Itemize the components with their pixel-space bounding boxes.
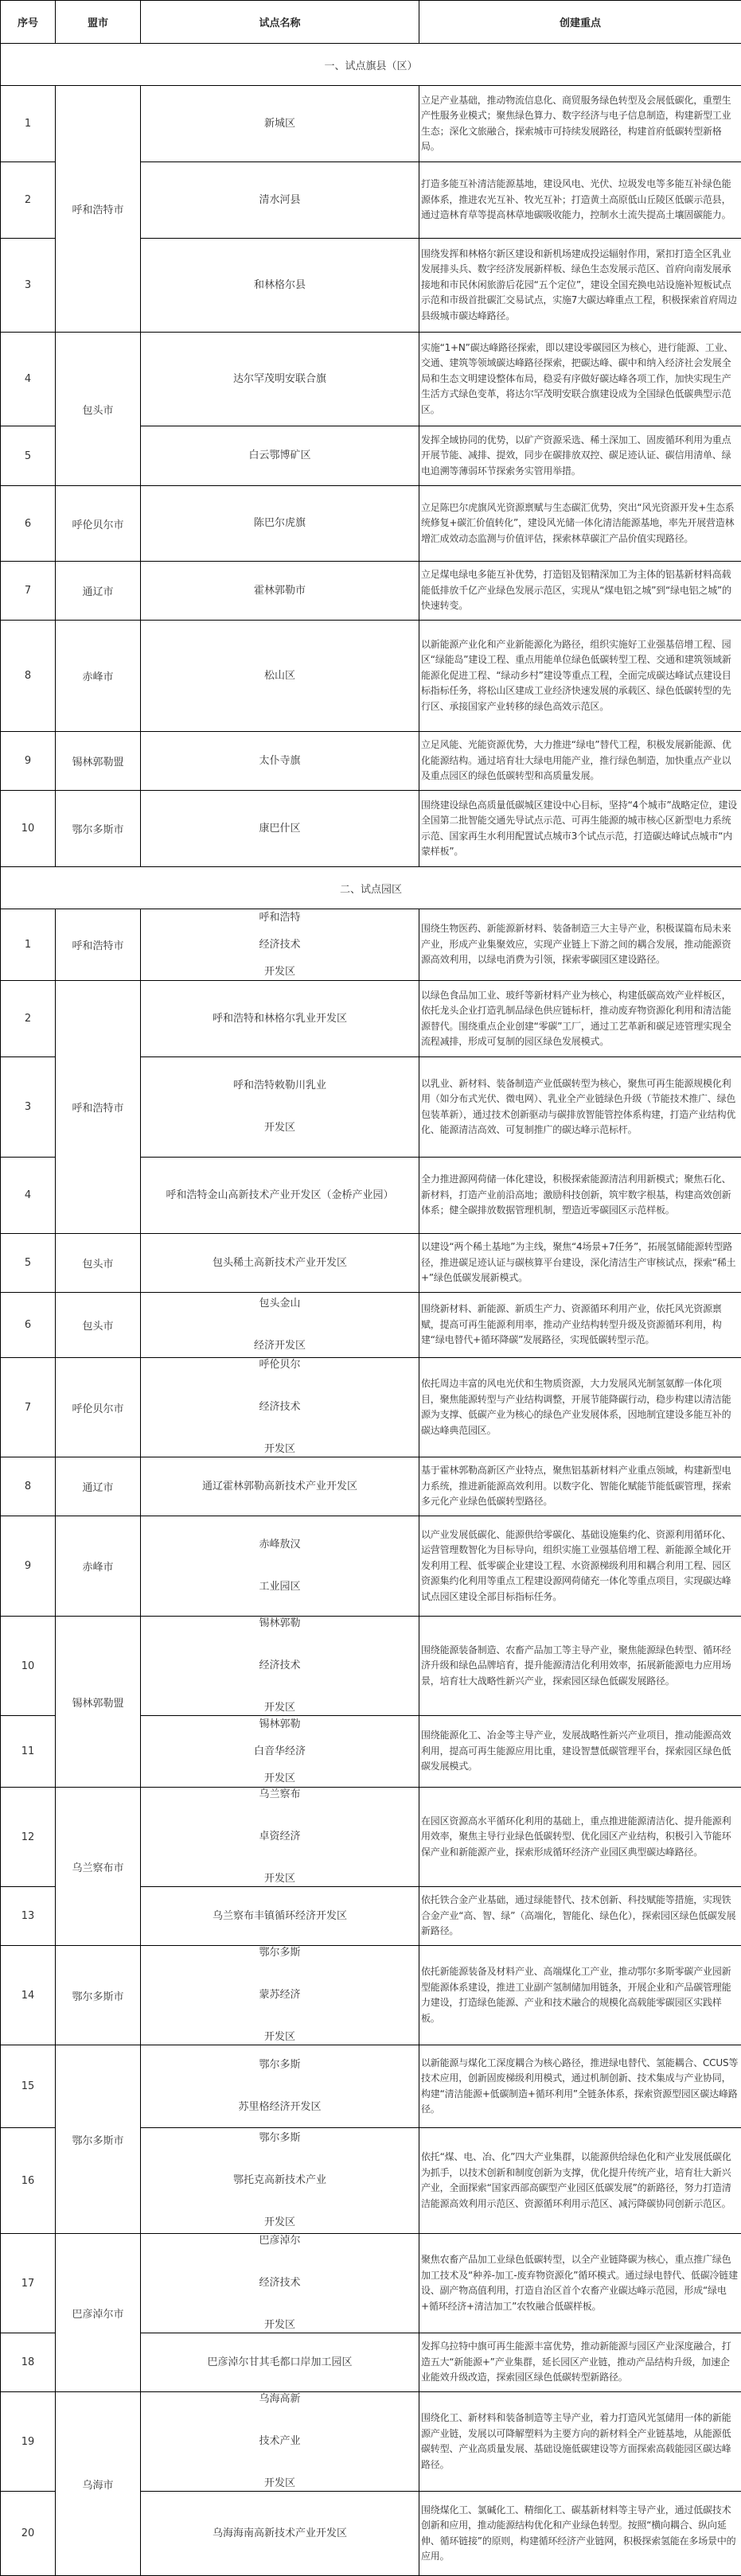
table-row	[1, 1293, 741, 1358]
pilot-name-line: 鄂尔多斯	[141, 2131, 419, 2146]
table-row	[1, 562, 741, 621]
pilot-name-line: 达尔罕茂明安联合旗	[141, 372, 419, 387]
row-seq: 2	[1, 981, 56, 1057]
pilot-name-line: 松山区	[141, 669, 419, 683]
row-city: 鄂尔多斯市	[56, 2045, 141, 2234]
row-city: 赤峰市	[56, 621, 141, 732]
row-pilot-name	[141, 426, 419, 486]
pilot-name-line: 白音华经济	[141, 1745, 419, 1759]
row-city: 鄂尔多斯市	[56, 791, 141, 867]
table-row	[1, 86, 741, 162]
row-seq: 3	[1, 1057, 56, 1158]
row-focus: 依托“煤、电、冶、化”四大产业集群，以能源供给绿色化和产业发展低碳化为抓手，以技术创新和制度创新为支撑，优化提升传统产业，培育壮大新兴产业，全面探索“国家西部高碳型产业园区低碳发展”的新路径，努力打造清洁能源高效利用示范区、资源循环利用示范区、减污降碳协同创新示范区。	[419, 2128, 741, 2234]
header-row	[1, 1, 741, 44]
row-seq: 8	[1, 621, 56, 732]
row-pilot-name	[141, 239, 419, 333]
pilot-name-line: 经济技术	[141, 2276, 419, 2290]
row-focus: 围绕煤化工、氯碱化工、精细化工、碳基新材料等主导产业，通过低碳技术创新和应用，推动能源结构优化和产业绿色转型。按照“横向耦合、纵向延伸、循环链接”的原则，构建循环经济产业链网，积极探索氢能在多场景中的应用。	[419, 2492, 741, 2576]
pilot-name-line: 锡林郭勒	[141, 1617, 419, 1631]
pilot-name-line: 经济技术	[141, 1659, 419, 1673]
pilot-name-line: 包头金山	[141, 1297, 419, 1311]
row-focus: 发挥全域协同的优势，以矿产资源采选、稀土深加工、固废循环利用为重点开展节能、减排、提效，同步在碳排放双控、碳足迹认证、碳信用清单、绿电追溯等薄弱环节探索务实管用举措。	[419, 426, 741, 486]
row-seq: 3	[1, 239, 56, 333]
row-focus: 依托铁合金产业基础，通过绿能替代、技术创新、科技赋能等措施，实现铁合金产业“高、智、绿”（高端化，智能化、绿色化），探索园区绿色低碳发展新路径。	[419, 1887, 741, 1946]
row-focus: 以新能源与煤化工深度耦合为核心路径，推进绿电替代、氢能耦合、CCUS等技术应用，创新固废梯级利用模式，通过机制创新、技术集成与产业协同，构建“清洁能源+低碳制造+循环利用”全链条体系，探索资源型园区碳达峰路径。	[419, 2045, 741, 2128]
row-city: 呼和浩特市	[56, 981, 141, 1234]
pilot-name-line: 白云鄂博矿区	[141, 449, 419, 463]
header-focus: 创建重点	[419, 1, 741, 44]
table-row	[1, 732, 741, 791]
table-row	[1, 909, 741, 981]
row-pilot-name	[141, 2045, 419, 2128]
row-seq: 1	[1, 909, 56, 981]
row-seq: 7	[1, 562, 56, 621]
row-city: 鄂尔多斯市	[56, 1946, 141, 2045]
table-row	[1, 1788, 741, 1887]
header-seq: 序号	[1, 1, 56, 44]
section-title: 二、试点园区	[1, 867, 741, 909]
table-row	[1, 791, 741, 867]
row-seq: 4	[1, 1158, 56, 1234]
pilot-name-line: 锡林郭勒	[141, 1718, 419, 1732]
row-seq: 10	[1, 1617, 56, 1716]
row-seq: 4	[1, 333, 56, 426]
pilot-name-line: 赤峰敖汉	[141, 1538, 419, 1552]
pilot-name-line: 清水河县	[141, 193, 419, 208]
row-focus: 以乳业、新材料、装备制造产业低碳转型为核心，聚焦可再生能源规模化利用（如分布式光伏、微电网）、乳业全产业链绿色升级（节能技术推广、绿色包装革新），通过技术创新驱动与碳排放智能管控体系构建，打造产业结构优化、能源清洁高效、可复制推广的碳达峰示范标杆。	[419, 1057, 741, 1158]
row-focus: 以建设“两个稀土基地”为主线，聚焦“4场景+7任务”，拓展氢储能源转型路径，推进碳足迹认证与碳核算平台建设，深化清洁生产审核试点，探索“稀土+”绿色低碳发展新模式。	[419, 1234, 741, 1293]
row-city: 呼和浩特市	[56, 909, 141, 981]
table-row	[1, 1358, 741, 1457]
row-city: 通辽市	[56, 1457, 141, 1516]
pilot-name-line: 开发区	[141, 2030, 419, 2045]
pilot-name-line: 技术产业	[141, 2434, 419, 2449]
pilot-name-line: 太仆寺旗	[141, 754, 419, 769]
pilot-name-line: 呼和浩特和林格尔乳业开发区	[141, 1012, 419, 1026]
pilot-name-line: 巴彦淖尔甘其毛都口岸加工园区	[141, 2356, 419, 2370]
row-pilot-name	[141, 1887, 419, 1946]
row-seq: 5	[1, 426, 56, 486]
row-city: 锡林郭勒盟	[56, 1617, 141, 1788]
row-pilot-name	[141, 909, 419, 981]
row-pilot-name	[141, 2128, 419, 2234]
pilot-name-line: 工业园区	[141, 1580, 419, 1594]
row-focus: 围绕新材料、新能源、新质生产力、资源循环利用产业，依托风光资源禀赋，提高可再生能源利用率，推动产业结构转型升级及资源循环利用，构建“绿电替代+循环降碳”发展路径，实现低碳转型示范。	[419, 1293, 741, 1358]
pilot-name-line: 呼和浩特	[141, 911, 419, 925]
row-pilot-name	[141, 621, 419, 732]
row-seq: 12	[1, 1788, 56, 1887]
row-focus: 全力推进源网荷储一体化建设，积极探索能源清洁利用新模式；聚焦石化、新材料，打造产业前沿高地；激励科技创新，筑牢数字根基，构建高效创新体系；健全碳排放数据管理机制，塑造近零碳园区示范样板。	[419, 1158, 741, 1234]
pilot-name-line: 包头稀土高新技术产业开发区	[141, 1256, 419, 1270]
table-row	[1, 2234, 741, 2333]
row-seq: 18	[1, 2333, 56, 2392]
row-pilot-name	[141, 486, 419, 562]
pilot-name-line: 开发区	[141, 1772, 419, 1786]
pilot-name-line: 经济技术	[141, 1400, 419, 1414]
pilot-name-line: 霍林郭勒市	[141, 584, 419, 598]
row-pilot-name	[141, 981, 419, 1057]
pilot-name-line: 开发区	[141, 1701, 419, 1715]
row-focus: 立足风能、光能资源优势，大力推进“绿电”替代工程，积极发展新能源、优化能源结构。通过培育壮大绿电用能产业，推行绿色制造，加快重点产业以及重点园区的绿色低碳转型和高质量发展。	[419, 732, 741, 791]
row-city: 呼伦贝尔市	[56, 486, 141, 562]
pilot-name-line: 蒙苏经济	[141, 1988, 419, 2002]
row-pilot-name	[141, 791, 419, 867]
table-row	[1, 2045, 741, 2128]
row-focus: 围绕化工、新材料和装备制造等主导产业，着力打造风光氢储用一体的新能源产业链，发展以可降解塑料为主要方向的新材料全产业链基地，从能源低碳转型、产业高质量发展、基础设施低碳建设等方面探索高载能园区碳达峰路径。	[419, 2392, 741, 2492]
pilot-name-line: 新城区	[141, 117, 419, 131]
table-row	[1, 1234, 741, 1293]
row-focus: 围绕发挥和林格尔新区建设和新机场建成投运辐射作用，紧扣打造全区乳业发展排头兵、数字经济发展新样板、绿色生态发展示范区、首府向南发展承接地和市民休闲旅游后花园“五个定位”，建设全国充换电站设施补短板试点示范和市级首批碳汇交易试点，实施7大碳达峰重点工程，积极探索首府周边县级城市碳达峰路径。	[419, 239, 741, 333]
row-city: 包头市	[56, 1293, 141, 1358]
pilot-name-line: 开发区	[141, 2477, 419, 2491]
pilot-name-line: 呼伦贝尔	[141, 1358, 419, 1372]
pilot-name-line: 开发区	[141, 2216, 419, 2230]
header-city: 盟市	[56, 1, 141, 44]
pilot-name-line: 鄂尔多斯	[141, 2058, 419, 2072]
pilot-name-line: 巴彦淖尔	[141, 2234, 419, 2248]
table-body	[1, 44, 741, 2576]
row-seq: 6	[1, 1293, 56, 1358]
row-seq: 2	[1, 162, 56, 239]
row-seq: 8	[1, 1457, 56, 1516]
row-focus: 发挥乌拉特中旗可再生能源丰富优势，推动新能源与园区产业深度融合，打造五大“新能源+”产业集群，延长园区产业链，推动产品结构升级，加速企业能效升级改造，探索园区绿色低碳转型新路径。	[419, 2333, 741, 2392]
row-focus: 围绕建设绿色高质量低碳城区建设中心目标，坚持“4个城市”战略定位，建设全国第二批智能交通先导试点示范、可再生能源的城市核心区新型电力系统示范、国家再生水利用配置试点城市3个试点示范，打造碳达峰试点城市“内蒙样板”。	[419, 791, 741, 867]
row-focus: 依托新能源装备及材料产业、高端煤化工产业，推动鄂尔多斯零碳产业园新型能源体系建设，推进工业副产氢制储加用链条，开展企业和产品碳管理能力建设，打造绿色能源、产业和技术融合的规模化高载能零碳园区实践样板。	[419, 1946, 741, 2045]
pilot-name-line: 开发区	[141, 1442, 419, 1457]
pilot-name-line: 通辽霍林郭勒高新技术产业开发区	[141, 1480, 419, 1494]
row-seq: 15	[1, 2045, 56, 2128]
row-seq: 9	[1, 1516, 56, 1617]
pilot-name-line: 呼和浩特金山高新技术产业开发区（金桥产业园）	[141, 1189, 419, 1203]
row-pilot-name	[141, 2492, 419, 2576]
pilot-name-line: 开发区	[141, 1121, 419, 1135]
row-pilot-name	[141, 2392, 419, 2492]
pilot-name-line: 苏里格经济开发区	[141, 2100, 419, 2115]
row-seq: 10	[1, 791, 56, 867]
row-seq: 13	[1, 1887, 56, 1946]
row-seq: 20	[1, 2492, 56, 2576]
row-focus: 围绕能源装备制造、农畜产品加工等主导产业，聚焦能源绿色转型、循环经济升级和绿色品牌培育，提升能源清洁化利用效率，拓展新能源电力应用场景，培育壮大战略性新兴产业，探索园区绿色低碳发展路径。	[419, 1617, 741, 1716]
row-pilot-name	[141, 1358, 419, 1457]
row-pilot-name	[141, 732, 419, 791]
table-row	[1, 333, 741, 426]
row-focus: 实施“1+N”碳达峰路径探索，即以建设零碳园区为核心，进行能源、工业、交通、建筑等领域碳达峰路径探索，把碳达峰、碳中和纳入经济社会发展全局和生态文明建设整体布局，稳妥有序做好碳达峰各项工作，加快实现生产生活方式绿色变革，将达尔罕茂明安联合旗建设成为全国绿色低碳典型示范区。	[419, 333, 741, 426]
pilot-name-line: 乌海海南高新技术产业开发区	[141, 2527, 419, 2541]
row-focus: 围绕能源化工、冶金等主导产业，发展战略性新兴产业项目，推动能源高效利用，提高可再生能源应用比重，建设智慧低碳管理平台，探索园区绿色低碳发展模式。	[419, 1716, 741, 1788]
table-row	[1, 1516, 741, 1617]
pilot-name-line: 乌兰察布丰镇循环经济开发区	[141, 1909, 419, 1924]
table-row	[1, 486, 741, 562]
row-seq: 17	[1, 2234, 56, 2333]
row-city: 锡林郭勒盟	[56, 732, 141, 791]
table-row	[1, 621, 741, 732]
row-pilot-name	[141, 562, 419, 621]
row-pilot-name	[141, 1788, 419, 1887]
row-focus: 打造多能互补清洁能源基地，建设风电、光伏、垃圾发电等多能互补绿色能源体系，推进农光互补、牧光互补；打造黄土高原低山丘陵区低碳示范县，通过造林育草等提高林草地碳吸收能力，控制水土流失提高土壤固碳能力。	[419, 162, 741, 239]
row-seq: 11	[1, 1716, 56, 1788]
row-city: 赤峰市	[56, 1516, 141, 1617]
pilot-name-line: 鄂尔多斯	[141, 1946, 419, 1960]
row-pilot-name	[141, 1716, 419, 1788]
header-name: 试点名称	[141, 1, 419, 44]
pilot-name-line: 乌兰察布	[141, 1788, 419, 1802]
row-pilot-name	[141, 333, 419, 426]
row-city: 呼伦贝尔市	[56, 1358, 141, 1457]
row-pilot-name	[141, 1516, 419, 1617]
row-pilot-name	[141, 1457, 419, 1516]
row-focus: 依托周边丰富的风电光伏和生物质资源，大力发展风光制氢氨醇一体化项目，聚焦能源转型与产业结构调整，开展节能降碳行动，稳步构建以清洁能源为支撑、低碳产业为核心的绿色产业发展体系，因地制宜建设多能互补的碳达峰典范园区。	[419, 1358, 741, 1457]
row-focus: 立足陈巴尔虎旗风光资源禀赋与生态碳汇优势，突出“风光资源开发+生态系统修复+碳汇价值转化”，建设风光储一体化清洁能源基地，率先开展营造林增汇成效动态监测与价值评估，探索林草碳汇产品价值实现路径。	[419, 486, 741, 562]
pilot-name-line: 卓资经济	[141, 1830, 419, 1844]
row-seq: 5	[1, 1234, 56, 1293]
table-row	[1, 2392, 741, 2492]
row-seq: 1	[1, 86, 56, 162]
row-focus: 以绿色食品加工业、玻纤等新材料产业为核心，构建低碳高效产业样板区，依托龙头企业打造乳制品绿色供应链标杆，推动废弃物资源化利用和清洁能源替代。围绕重点企业创建“零碳”工厂，通过工艺革新和碳足迹管理实现全流程减排，形成可复制的园区绿色发展模式。	[419, 981, 741, 1057]
row-seq: 9	[1, 732, 56, 791]
row-focus: 在园区资源高水平循环化利用的基础上，重点推进能源清洁化、提升能源利用效率，聚焦主导行业绿色低碳转型、优化园区产业结构，积极引入节能环保产业和新能源产业，探索形成循环经济产业园区典型碳达峰路径。	[419, 1788, 741, 1887]
row-pilot-name	[141, 1293, 419, 1358]
row-pilot-name	[141, 1158, 419, 1234]
row-focus: 立足产业基础，推动物流信息化、商贸服务绿色转型及会展低碳化，重塑生产性服务业模式；聚焦绿色算力、数字经济与电子信息制造，构建新型工业生态；深化文旅融合，探索城市可持续发展路径，构建首府低碳转型新格局。	[419, 86, 741, 162]
pilot-name-line: 经济技术	[141, 938, 419, 952]
row-seq: 6	[1, 486, 56, 562]
row-focus: 围绕生物医药、新能源新材料、装备制造三大主导产业，积极谋篇布局未来产业，形成产业集聚效应，实现产业链上下游之间的耦合发展，推动能源资源高效利用，以绿电消费为引领，探索零碳园区建设路径。	[419, 909, 741, 981]
row-pilot-name	[141, 2234, 419, 2333]
row-city: 呼和浩特市	[56, 86, 141, 333]
row-pilot-name	[141, 1057, 419, 1158]
row-seq: 19	[1, 2392, 56, 2492]
row-pilot-name	[141, 2333, 419, 2392]
row-pilot-name	[141, 162, 419, 239]
row-focus: 以新能源产业化和产业新能源化为路径，组织实施好工业强基倍增工程、园区“绿能岛”建设工程、重点用能单位绿色低碳转型工程、交通和建筑领域新能源化促进工程、“绿动乡村”建设等重点工程，全面完成碳达峰试点建设目标指标任务，将松山区建成工业经济快速发展的承载区、绿色低碳转型的先行区、承接国家产业转移的绿色高效示范区。	[419, 621, 741, 732]
row-pilot-name	[141, 1946, 419, 2045]
pilot-name-line: 康巴什区	[141, 822, 419, 836]
pilot-name-line: 鄂托克高新技术产业	[141, 2173, 419, 2188]
pilot-name-line: 经济开发区	[141, 1339, 419, 1353]
section-title: 一、试点旗县（区）	[1, 44, 741, 86]
row-focus: 立足煤电绿电多能互补优势，打造铝及铝精深加工为主体的铝基新材料高载能低排放千亿产业绿色发展示范区，实现从“煤电铝之城”到“绿电铝之城”的快速转变。	[419, 562, 741, 621]
table-row	[1, 981, 741, 1057]
row-seq: 14	[1, 1946, 56, 2045]
row-city: 乌海市	[56, 2392, 141, 2576]
row-city: 乌兰察布市	[56, 1788, 141, 1946]
row-city: 巴彦淖尔市	[56, 2234, 141, 2392]
pilot-name-line: 乌海高新	[141, 2392, 419, 2407]
row-focus: 聚焦农畜产品加工业绿色低碳转型，以全产业链降碳为核心，重点推广绿色加工技术及“种养-加工-废弃物资源化”循环模式。通过绿电替代、低碳冷链建设、副产物高值利用，打造自治区首个农畜产业碳达峰示范园，形成“绿电+循环经济+清洁加工”农牧融合低碳样板。	[419, 2234, 741, 2333]
section-row	[1, 867, 741, 909]
pilot-name-line: 开发区	[141, 2318, 419, 2333]
row-pilot-name	[141, 1234, 419, 1293]
pilot-name-line: 陈巴尔虎旗	[141, 516, 419, 531]
section-row	[1, 44, 741, 86]
table-row	[1, 1457, 741, 1516]
row-seq: 16	[1, 2128, 56, 2234]
pilot-name-line: 开发区	[141, 1872, 419, 1886]
pilot-name-line: 和林格尔县	[141, 278, 419, 293]
row-city: 包头市	[56, 333, 141, 486]
row-city: 包头市	[56, 1234, 141, 1293]
pilot-name-line: 呼和浩特敕勒川乳业	[141, 1079, 419, 1093]
row-pilot-name	[141, 86, 419, 162]
table-row	[1, 1946, 741, 2045]
row-focus: 基于霍林郭勒高新区产业特点，聚焦铝基新材料产业重点领域，构建新型电力系统，推进新能源高效利用。以数字化、智能化赋能节能低碳管理，探索多元化产业绿色低碳转型路径。	[419, 1457, 741, 1516]
row-city: 通辽市	[56, 562, 141, 621]
table-row	[1, 1617, 741, 1716]
row-focus: 以产业发展低碳化、能源供给零碳化、基础设施集约化、资源利用循环化、运营管理数智化为目标导向，组织实施工业强基倍增工程、新能源全域化开发利用工程、低零碳企业建设工程、水资源梯级利用和耦合利用工程、园区资源集约化利用等重点工程建设源网荷储充一体化等重点项目，实现碳达峰试点园区建设全部目标指标任务。	[419, 1516, 741, 1617]
row-pilot-name	[141, 1617, 419, 1716]
row-seq: 7	[1, 1358, 56, 1457]
pilot-name-line: 开发区	[141, 965, 419, 979]
